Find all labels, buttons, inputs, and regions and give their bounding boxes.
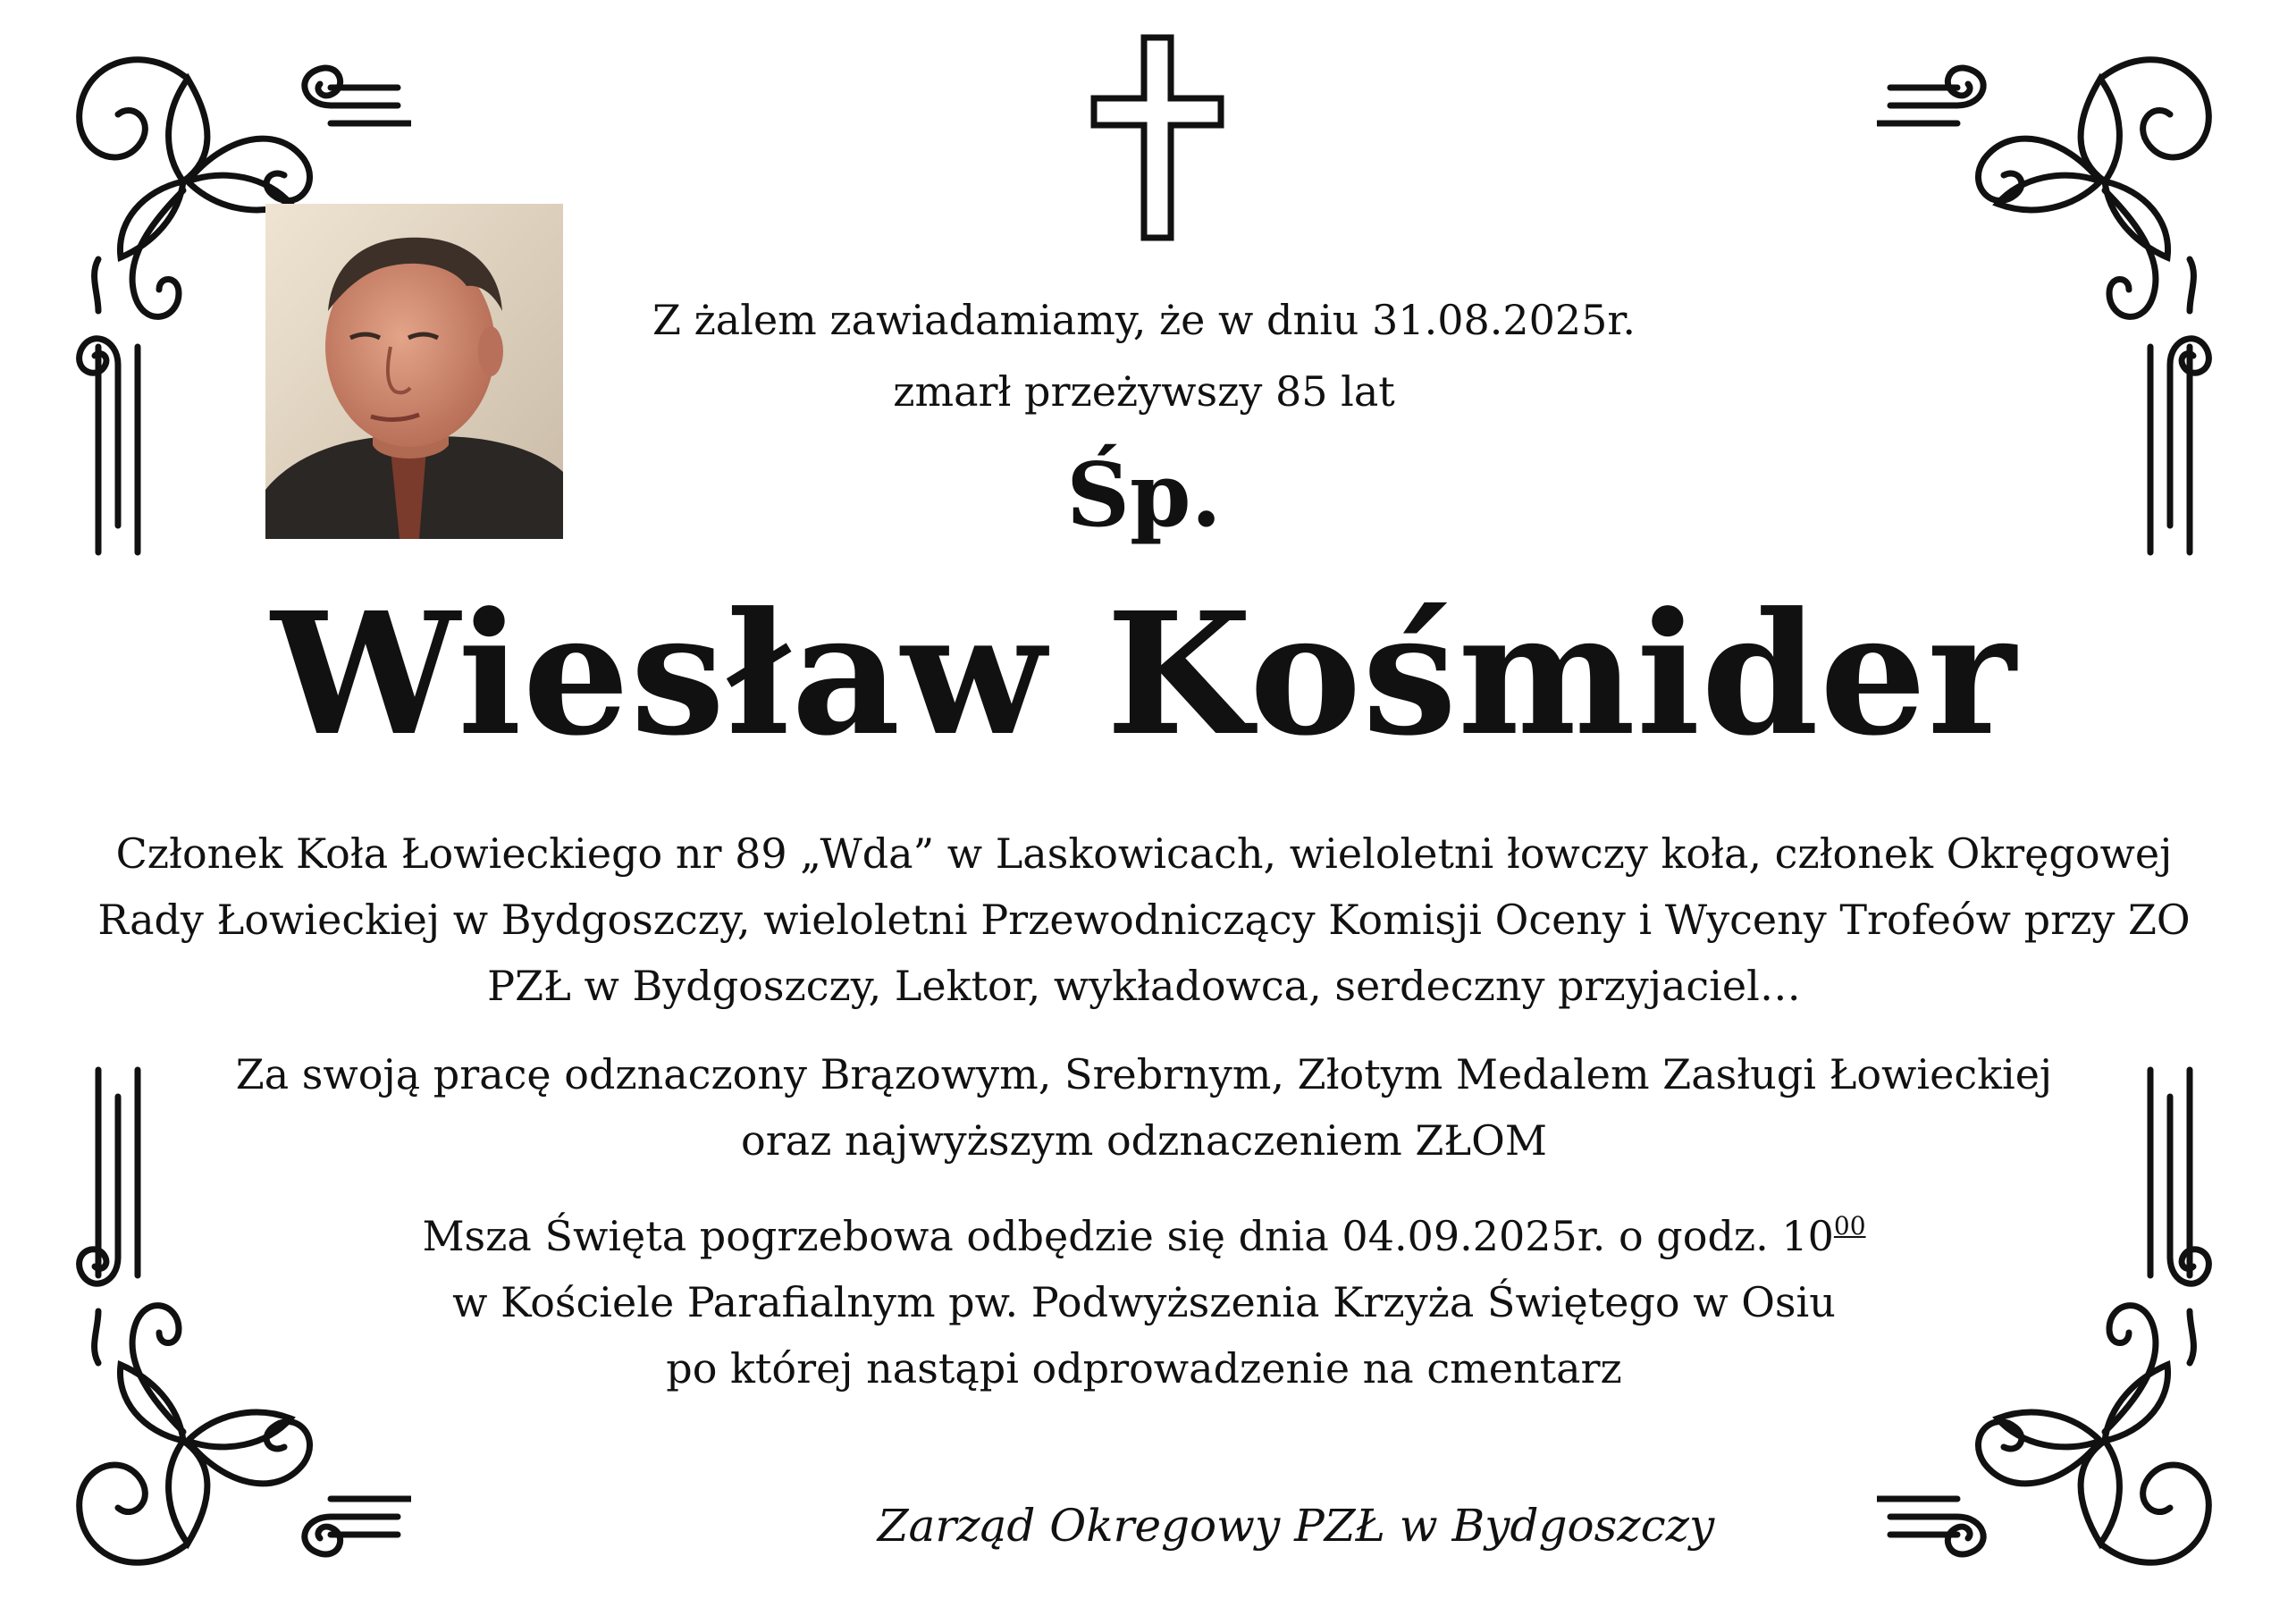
mass-line: w Kościele Parafialnym pw. Podwyższenia Krzyża Świętego w Osiu: [452, 1278, 1836, 1326]
deceased-name: Wiesław Kośmider: [271, 576, 2017, 773]
awards-text: [0, 1041, 2288, 1174]
mass-line: po której nastąpi odprowadzenie na cmentarz: [666, 1344, 1622, 1393]
cross-icon: [1090, 34, 1224, 241]
awards-line: oraz najwyższym odznaczeniem ZŁOM: [741, 1116, 1547, 1165]
honorific: Śp.: [1066, 444, 1222, 547]
mass-date-time: Msza Święta pogrzebowa odbędzie się dnia 04.09.2025r. o godz. 10: [422, 1212, 1834, 1260]
biography-line: Członek Koła Łowieckiego nr 89 „Wda” w Laskowicach, wieloletni łowczy koła, członek Okręgowej: [115, 829, 2173, 878]
intro-text: [295, 284, 1993, 427]
funeral-mass-text: [0, 1193, 2288, 1401]
awards-line: Za swoją pracę odznaczony Brązowym, Srebrnym, Złotym Medalem Zasługi Łowieckiej: [235, 1050, 2053, 1098]
biography-line: PZŁ w Bydgoszczy, Lektor, wykładowca, serdeczny przyjaciel…: [487, 962, 1801, 1010]
signature: Zarząd Okregowy PZŁ w Bydgoszczy: [877, 1500, 1715, 1552]
intro-line: zmarł przeżywszy 85 lat: [893, 367, 1395, 416]
biography-text: [36, 820, 2252, 1019]
biography-line: Rady Łowieckiej w Bydgoszczy, wieloletni Przewodniczący Komisji Oceny i Wyceny Trofeów przy ZO: [97, 896, 2191, 944]
intro-line: Z żalem zawiadamiamy, że w dniu 31.08.2025r.: [652, 296, 1636, 344]
mass-time-minutes: 00: [1833, 1211, 1866, 1241]
mass-line: [0, 1193, 2288, 1269]
